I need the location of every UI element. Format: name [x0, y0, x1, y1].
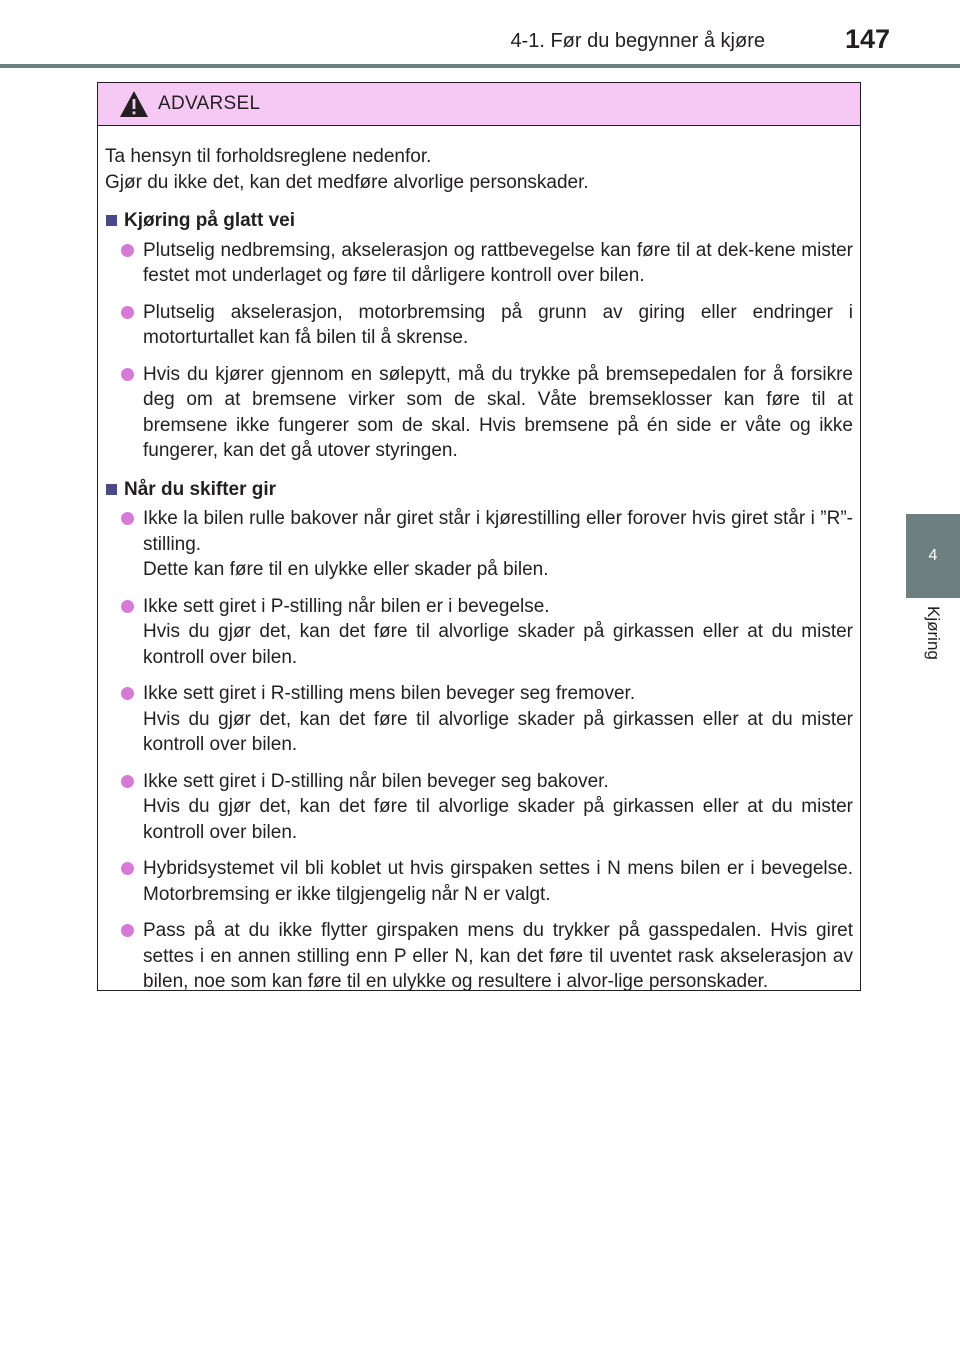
- bullet-text: [143, 918, 853, 995]
- warning-intro: [105, 144, 853, 195]
- warning-sections: [105, 208, 853, 995]
- warning-box: [97, 82, 861, 991]
- bullet-paragraph: Ikke sett giret i R-stilling mens bilen beveger seg fremover.: [143, 683, 636, 704]
- bullet-item: [105, 856, 853, 907]
- bullet-item: [105, 681, 853, 758]
- section-heading-text: Når du skifter gir: [124, 478, 277, 500]
- bullet-paragraph: Hvis du gjør det, kan det føre til alvorlige skader på girkassen eller at du mister kontroll over bilen.: [143, 621, 853, 668]
- bullet-dot-icon: [121, 775, 134, 788]
- bullet-paragraph: Plutselig nedbremsing, akselerasjon og rattbevegelse kan føre til at dek-kene mister festet mot underlaget og føre til dårligere kontroll over bilen.: [143, 239, 853, 286]
- bullet-item: [105, 918, 853, 995]
- bullet-text: [143, 594, 853, 671]
- bullet-text: [143, 238, 853, 289]
- intro-line: Gjør du ikke det, kan det medføre alvorlige personskader.: [105, 171, 589, 193]
- section-heading-text: Kjøring på glatt vei: [124, 210, 296, 231]
- bullet-paragraph: Ikke la bilen rulle bakover når giret står i kjørestilling eller forover hvis giret står i ”R”-stilling.: [143, 508, 853, 555]
- bullet-item: [105, 238, 853, 289]
- bullet-paragraph: Hvis du kjører gjennom en sølepytt, må du trykke på bremsepedalen for å forsikre deg om at bremsene virker som de skal. Våte bremseklosser kan føre til at bremsene ikke fungerer som de skal. Hvis bremsene på én side er våte og ikke fungerer, kan det gå utover styringen.: [143, 363, 853, 461]
- header-rule: [0, 64, 960, 68]
- bullet-text: [143, 300, 853, 351]
- bullet-dot-icon: [121, 687, 134, 700]
- bullet-dot-icon: [121, 600, 134, 613]
- bullet-paragraph: Ikke sett giret i D-stilling når bilen beveger seg bakover.: [143, 770, 609, 792]
- bullet-text: [143, 506, 853, 583]
- bullet-item: [105, 300, 853, 351]
- square-marker-icon: [106, 215, 117, 226]
- bullet-item: [105, 506, 853, 583]
- bullet-paragraph: Ikke sett giret i P-stilling når bilen er i bevegelse.: [143, 595, 550, 617]
- intro-line: Ta hensyn til forholdsreglene nedenfor.: [105, 146, 432, 167]
- chapter-tab[interactable]: [906, 514, 960, 598]
- chapter-number: 4: [928, 547, 938, 564]
- bullet-item: [105, 362, 853, 464]
- bullet-dot-icon: [121, 368, 134, 381]
- section-heading: [105, 477, 853, 503]
- bullet-paragraph: Hybridsystemet vil bli koblet ut hvis girspaken settes i N mens bilen er i bevegelse. Motorbremsing er ikke tilgjengelig når N er valgt.: [143, 858, 853, 905]
- bullet-paragraph: Dette kan føre til en ulykke eller skader på bilen.: [143, 559, 549, 580]
- chapter-label-box: [906, 598, 960, 698]
- chapter-label: Kjøring: [924, 606, 943, 660]
- bullet-item: [105, 594, 853, 671]
- bullet-dot-icon: [121, 306, 134, 319]
- bullet-paragraph: Pass på at du ikke flytter girspaken mens du trykker på gasspedalen. Hvis giret settes i en annen stilling enn P eller N, kan det føre til uventet rask akselerasjon av bilen, noe som kan føre til en ulykke og resultere i alvor-lige personskader.: [143, 920, 853, 992]
- page-header: [0, 0, 960, 70]
- bullet-dot-icon: [121, 924, 134, 937]
- warning-triangle-icon: [118, 89, 150, 119]
- warning-header: [98, 83, 860, 126]
- bullet-text: [143, 856, 853, 907]
- bullet-item: [105, 769, 853, 846]
- bullet-text: [143, 681, 853, 758]
- bullet-dot-icon: [121, 862, 134, 875]
- square-marker-icon: [106, 484, 117, 495]
- bullet-paragraph: Hvis du gjør det, kan det føre til alvorlige skader på girkassen eller at du mister kontroll over bilen.: [143, 796, 853, 843]
- bullet-text: [143, 362, 853, 464]
- bullet-paragraph: Hvis du gjør det, kan det føre til alvorlige skader på girkassen eller at du mister kontroll over bilen.: [143, 708, 853, 755]
- bullet-dot-icon: [121, 244, 134, 257]
- warning-body: [98, 126, 860, 995]
- bullet-paragraph: Plutselig akselerasjon, motorbremsing på grunn av giring eller endringer i motorturtallet kan få bilen til å skrense.: [143, 301, 853, 348]
- section-title: 4-1. Før du begynner å kjøre: [510, 30, 765, 52]
- page-number: 147: [844, 24, 890, 54]
- warning-title: ADVARSEL: [158, 93, 261, 114]
- bullet-text: [143, 769, 853, 846]
- section-heading: [105, 208, 853, 234]
- bullet-dot-icon: [121, 512, 134, 525]
